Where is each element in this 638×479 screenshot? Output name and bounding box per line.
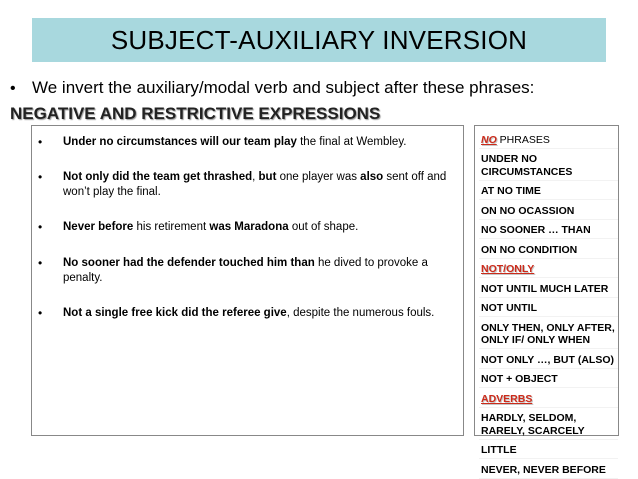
phrases-subheading-notonly: NOT/ONLY xyxy=(479,262,618,279)
intro-line xyxy=(10,78,630,98)
example-item xyxy=(38,220,458,235)
bullet: • xyxy=(38,306,43,320)
phrase-item: LITTLE xyxy=(479,443,618,460)
phrase-item: NOT UNTIL MUCH LATER xyxy=(479,281,618,298)
slide-title: SUBJECT-AUXILIARY INVERSION xyxy=(110,24,528,55)
example-item xyxy=(38,135,458,150)
phrase-item: NOT ONLY …, BUT (ALSO) xyxy=(479,352,618,369)
example-text: Never before his retirement was Maradona out of shape. xyxy=(63,221,359,233)
phrases-subheading-adverbs: ADVERBS xyxy=(479,391,618,408)
phrase-item: ON NO CONDITION xyxy=(479,242,618,259)
examples-box xyxy=(31,125,464,436)
phrase-item: NO SOONER … THAN xyxy=(479,223,618,240)
bullet: • xyxy=(38,135,43,149)
example-item xyxy=(38,170,458,200)
title-banner xyxy=(32,18,606,62)
section-heading: NEGATIVE AND RESTRICTIVE EXPRESSIONS xyxy=(10,104,381,123)
example-text: No sooner had the defender touched him than he dived to provoke a penalty. xyxy=(63,257,428,284)
example-item xyxy=(38,256,458,286)
phrase-item: NOT + OBJECT xyxy=(479,372,618,389)
example-text: Not only did the team get thrashed, but one player was also sent off and won’t play the final. xyxy=(63,171,447,198)
phrases-header: NO PHRASES xyxy=(479,132,618,149)
bullet: • xyxy=(38,220,43,234)
bullet: • xyxy=(38,256,43,270)
example-text: Not a single free kick did the referee give, despite the numerous fouls. xyxy=(63,307,435,319)
phrases-box xyxy=(474,125,619,476)
example-text: Under no circumstances will our team play the final at Wembley. xyxy=(63,136,407,148)
intro-bullet: • xyxy=(10,80,16,97)
intro-text: We invert the auxiliary/modal verb and subject after these phrases: xyxy=(32,78,535,97)
phrase-item: AT NO TIME xyxy=(479,184,618,201)
phrase-item: ONLY THEN, ONLY AFTER, ONLY IF/ ONLY WHEN xyxy=(479,320,618,349)
phrase-item: UNDER NO CIRCUMSTANCES xyxy=(479,152,618,181)
phrase-item: HARDLY, SELDOM, RARELY, SCARCELY xyxy=(479,411,618,440)
bullet: • xyxy=(38,170,43,184)
phrase-item: ON NO OCASSION xyxy=(479,203,618,220)
phrase-item: NOT UNTIL xyxy=(479,301,618,318)
phrase-item: NEVER, NEVER BEFORE xyxy=(479,462,618,479)
example-item xyxy=(38,306,458,321)
